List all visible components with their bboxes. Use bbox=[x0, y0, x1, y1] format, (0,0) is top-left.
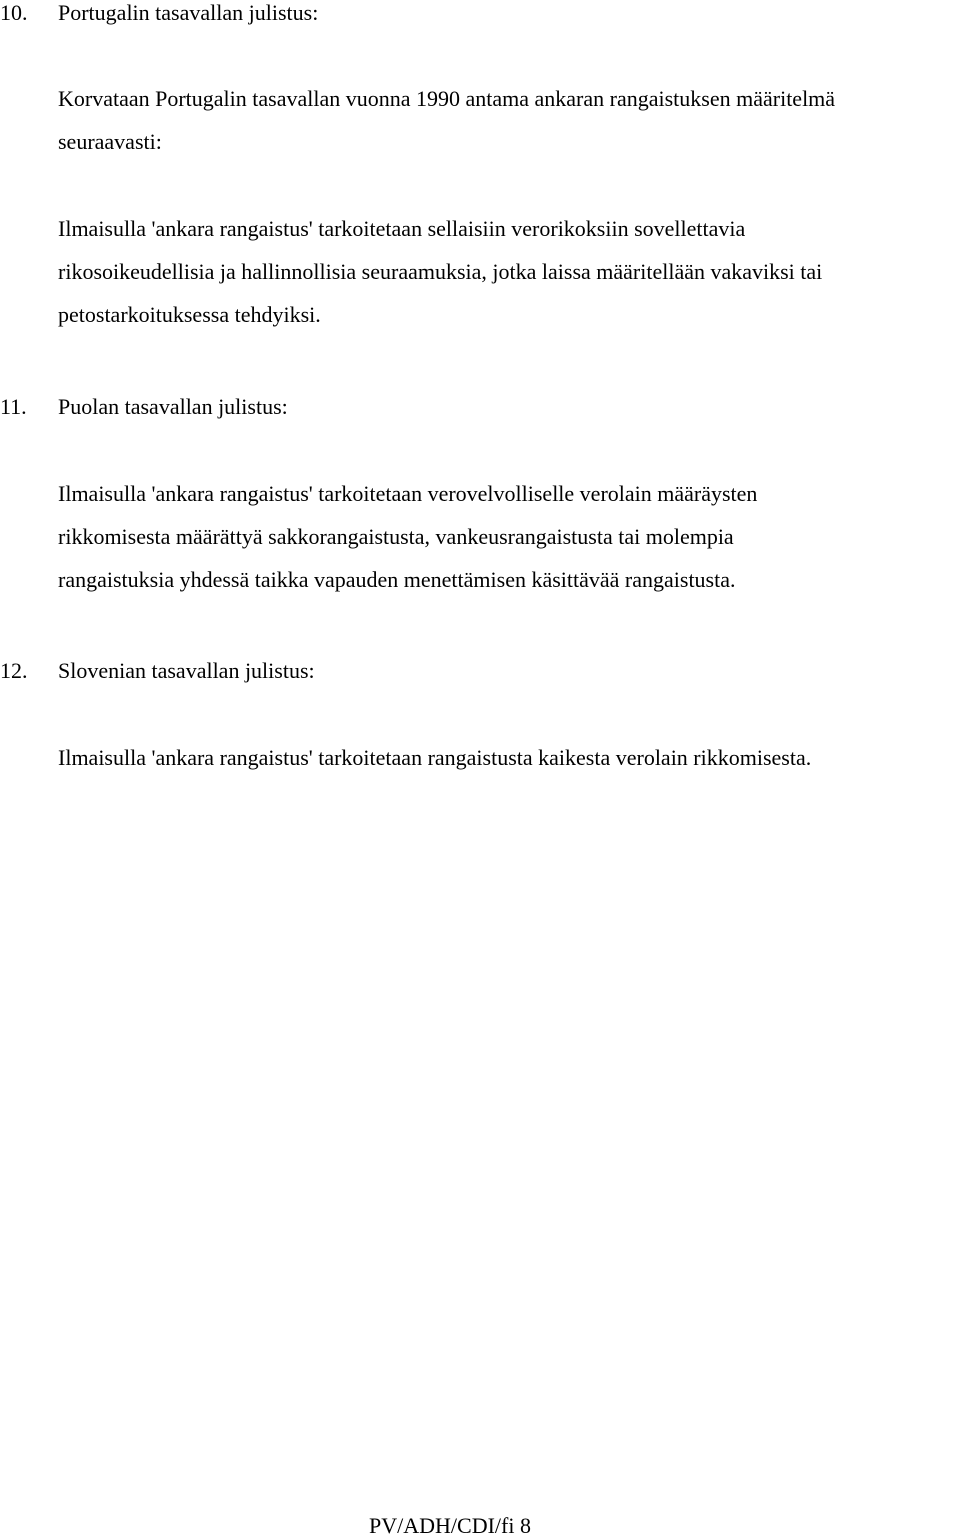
paragraph-line: rangaistuksia yhdessä taikka vapauden menettämisen käsittävää rangaistusta. bbox=[58, 567, 736, 592]
section-title: Portugalin tasavallan julistus: bbox=[58, 0, 319, 25]
paragraph-line: Ilmaisulla 'ankara rangaistus' tarkoitetaan rangaistusta kaikesta verolain rikkomisesta. bbox=[58, 745, 812, 770]
paragraph-line: Ilmaisulla 'ankara rangaistus' tarkoitetaan sellaisiin verorikoksiin sovellettavia bbox=[58, 216, 746, 241]
section-number: 10. bbox=[0, 0, 28, 25]
paragraph bbox=[58, 472, 958, 601]
paragraph-line: seuraavasti: bbox=[58, 129, 162, 154]
section-title: Slovenian tasavallan julistus: bbox=[58, 658, 315, 683]
paragraph-line: Ilmaisulla 'ankara rangaistus' tarkoitetaan verovelvolliselle verolain määräysten bbox=[58, 481, 758, 506]
paragraph bbox=[58, 207, 958, 336]
paragraph bbox=[58, 77, 958, 163]
section-number: 11. bbox=[0, 394, 27, 419]
paragraph-line: petostarkoituksessa tehdyiksi. bbox=[58, 302, 321, 327]
page-footer: PV/ADH/CDI/fi 8 bbox=[369, 1513, 531, 1538]
paragraph bbox=[58, 736, 958, 779]
paragraph-line: Korvataan Portugalin tasavallan vuonna 1990 antama ankaran rangaistuksen määritelmä bbox=[58, 86, 836, 111]
section-number: 12. bbox=[0, 658, 28, 683]
paragraph-line: rikkomisesta määrättyä sakkorangaistusta, vankeusrangaistusta tai molempia bbox=[58, 524, 734, 549]
section-title: Puolan tasavallan julistus: bbox=[58, 394, 288, 419]
paragraph-line: rikosoikeudellisia ja hallinnollisia seuraamuksia, jotka laissa määritellään vakaviksi tai bbox=[58, 259, 823, 284]
